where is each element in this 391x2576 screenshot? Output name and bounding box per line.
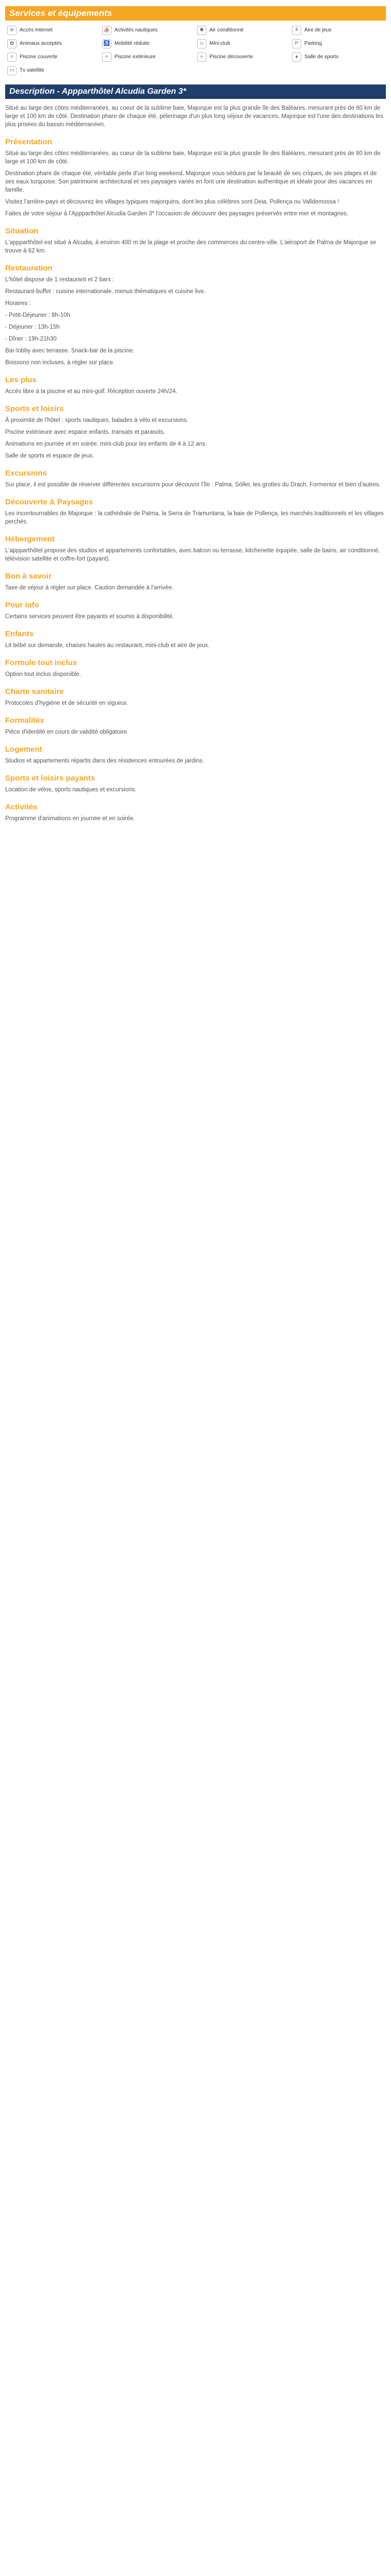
section-paragraph: - Déjeuner : 13h-15h [5, 324, 60, 330]
section-paragraph: Salle de sports et espace de jeux. [5, 453, 94, 459]
services-header [5, 6, 386, 21]
service-label: Accès Internet [20, 27, 53, 33]
service-item [7, 53, 99, 62]
section-paragraph: L'hôtel dispose de 1 restaurant et 2 bars : [5, 277, 115, 283]
pool-outdoor-icon: ≈ [102, 53, 111, 62]
service-label: Piscine extérieure [115, 54, 156, 60]
description-title: Description - Appparthôtel Alcudia Garden 3* [9, 87, 186, 96]
service-item [292, 26, 384, 35]
service-label: Parking [304, 41, 322, 46]
service-item [7, 39, 99, 48]
service-item [102, 26, 194, 35]
service-label: Aire de jeux [304, 27, 332, 33]
kids-icon: ☺ [197, 39, 206, 48]
section-title: Restauration [5, 264, 53, 273]
wheelchair-icon: ♿ [102, 39, 111, 48]
section-paragraph: Animations en journée et en soirée, mini-club pour les enfants de 4 à 12 ans. [5, 441, 207, 447]
service-item [292, 53, 384, 62]
playground-icon: ⚘ [292, 26, 301, 35]
service-label: Mini-club [209, 41, 231, 46]
snowflake-icon: ✱ [197, 26, 206, 35]
section-paragraph: Accès libre à la piscine et au mini-golf. Réception ouverte 24h/24. [5, 388, 177, 395]
section-paragraph: Certains services peuvent être payants et soumis à disponibilité. [5, 614, 174, 620]
section-title: Excursions [5, 469, 47, 478]
service-label: Animaux acceptés [20, 41, 62, 46]
section-title: Bon à savoir [5, 572, 52, 581]
section-title: Formule tout inclus [5, 658, 77, 667]
boat-icon: ⛵ [102, 26, 111, 35]
service-item [197, 26, 289, 35]
section-paragraph: Lit bébé sur demande, chaises hautes au restaurant, mini-club et aire de jeux. [5, 642, 210, 649]
section-paragraph: - Petit-Déjeuner : 8h-10h [5, 312, 70, 318]
section-title: Sports et loisirs [5, 404, 64, 413]
description-sections [5, 138, 386, 460]
section-paragraph: À proximité de l'hôtel : sports nautiques, balades à vélo et excursions. [5, 417, 189, 423]
service-item [292, 39, 384, 48]
section-title: Pour info [5, 601, 39, 609]
pool-covered-icon: ≈ [7, 53, 17, 62]
section-title: Activités [5, 803, 38, 811]
section-paragraph: Restaurant-buffet : cuisine internationale, menus thématiques et cuisine live. [5, 289, 206, 295]
service-label: Salle de sports [304, 54, 339, 60]
service-item [102, 39, 194, 48]
section-title: Situation [5, 227, 39, 235]
section-paragraph: Faites de votre séjour à l'Appparthôtel Alcudia Garden 3* l'occasion de découvrir des paysages préservés entre mer et montagnes. [5, 211, 349, 217]
section-paragraph: Protocoles d'hygiène et de sécurité en vigueur. [5, 700, 128, 706]
wifi-icon: ≋ [7, 26, 17, 35]
section-paragraph: Sur place, il est possible de réserver différentes excursions pour découvrir l'île : Palma, Sóller, les grottes du Drach, Formentor et bien d'autres. [5, 482, 381, 488]
pool-icon: ≈ [197, 53, 206, 62]
service-item [197, 39, 289, 48]
tv-icon: ▭ [7, 66, 17, 75]
section-title: Les plus [5, 376, 37, 384]
section-title: Formalités [5, 716, 44, 725]
service-label: Piscine couverte [20, 54, 58, 60]
section-paragraph: Bar-lobby avec terrasse. Snack-bar de la piscine. [5, 348, 135, 354]
section-title: Logement [5, 745, 42, 754]
section-title: Présentation [5, 138, 52, 146]
section-paragraph: - Dîner : 19h-21h30 [5, 336, 57, 342]
section-paragraph: Option tout inclus disponible. [5, 671, 82, 677]
parking-icon: P [292, 39, 301, 48]
section-paragraph: Les incontournables de Majorque : la cathédrale de Palma, la Serra de Tramuntana, la baie de Pollença, les marchés traditionnels et les villages perchés. [5, 511, 384, 525]
section-paragraph: L'appparthôtel est situé à Alcudia, à environ 400 m de la plage et proche des commerces du centre-ville. L'aéroport de Palma de Majorque se trouve à 62 km. [5, 240, 377, 254]
paw-icon: ✿ [7, 39, 17, 48]
service-label: Piscine découverte [209, 54, 253, 60]
services-grid [7, 26, 384, 75]
section-title: Découverte & Paysages [5, 498, 93, 506]
section-paragraph: Situé au large des côtes méditerranées, au coeur de la sublime baie, Majorque est la plus grande île des Baléares, mesurant près de 80 km de large et 100 km de côté. [5, 150, 381, 165]
page [0, 0, 391, 823]
service-label: Tv satellite [20, 67, 44, 73]
section-paragraph: Programme d'animations en journée et en soirée. [5, 816, 135, 822]
section-paragraph: Destination phare de chaque été, véritable perle d'un long weekend, Majorque vous séduira par la beauté de ses criques, de ses plages et de ses eaux turquoise. Son patrimoine architectural et ses paysages variés en font une destination authentique et idéale pour des vacances en famille. [5, 171, 377, 193]
more-sections [5, 469, 386, 823]
service-item [7, 66, 99, 75]
section-paragraph: Studios et appartements répartis dans des résidences entourées de jardins. [5, 758, 204, 764]
section-title: Charte sanitaire [5, 687, 64, 696]
description-intro: Situé au large des côtes méditerranées, au coeur de la sublime baie, Majorque est la plus grande île des Baléares, mesurant près de 80 km de large et 100 km de côté. Destination phare de chaque été, pèlerinage d'un plus long séjour de vacances, Majorque est l'une des destinations les plus prisées du bassin méditerranéen. [5, 105, 384, 128]
section-paragraph: Location de vélos, sports nautiques et excursions. [5, 787, 137, 793]
service-item [102, 53, 194, 62]
section-paragraph: Piscine extérieure avec espace enfants, transats et parasols. [5, 429, 166, 435]
dumbbell-icon: ♦ [292, 53, 301, 62]
service-label: Activités nautiques [115, 27, 158, 33]
section-paragraph: Boissons non incluses, à régler sur place. [5, 360, 115, 366]
section-paragraph: Pièce d'identité en cours de validité obligatoire. [5, 729, 129, 735]
description-header [5, 84, 386, 99]
section-title: Sports et loisirs payants [5, 774, 95, 783]
service-item [197, 53, 289, 62]
services-title: Services et équipements [9, 8, 112, 18]
service-label: Mobilité réduite [115, 41, 150, 46]
service-item [7, 26, 99, 35]
section-paragraph: Visitez l'arrière-pays et découvrez les villages typiques majorquins, dont les plus célèbres sont Deia, Pollença ou Valldemossa ! [5, 199, 339, 205]
section-title: Enfants [5, 630, 34, 638]
service-label: Air conditionné [209, 27, 244, 33]
section-paragraph: Taxe de séjour à régler sur place. Caution demandée à l'arrivée. [5, 585, 174, 591]
section-title: Hébergement [5, 535, 55, 544]
section-paragraph: Horaires : [5, 300, 31, 307]
section-paragraph: L'appparthôtel propose des studios et appartements confortables, avec balcon ou terrasse, kitchenette équipée, salle de bains, air conditionné, télévision satellite et coffre-fort (payant). [5, 548, 380, 562]
